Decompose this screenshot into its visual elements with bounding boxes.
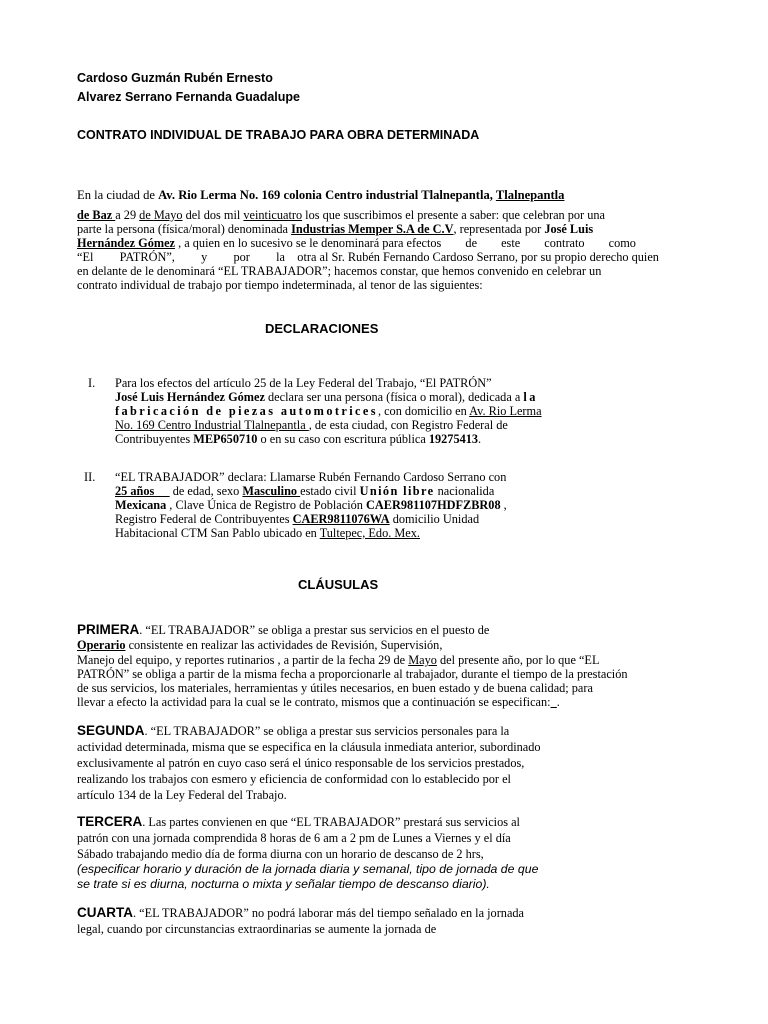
employer-address-cont: No. 169 Centro Industrial Tlalnepantla	[115, 418, 309, 432]
intro-text: del dos mil	[182, 208, 244, 222]
clause-tercera-line-4: (especificar horario y duración de la jornada diaria y semanal, tipo de jornada de que	[77, 862, 539, 876]
intro-line-6: en delante de le denominará “EL TRABAJADOR”; hacemos constar, que hemos convenido en celebrar un	[77, 264, 602, 278]
clause-primera-line-6	[77, 695, 560, 709]
declaration-ii-line-2	[115, 484, 494, 498]
declaration-ii-line-3	[115, 498, 507, 512]
business-activity: fabricación de piezas automotrices	[115, 404, 378, 418]
intro-city: Tlalnepantla	[495, 188, 565, 202]
declaration-text: , de esta ciudad, con Registro Federal de	[308, 418, 508, 432]
clause-primera-line-3	[77, 653, 599, 667]
clause-text: llevar a efecto la actividad para la cual se le contrato, mismos que a continuación se especifican:	[77, 695, 551, 709]
intro-text: En la ciudad de	[77, 188, 159, 202]
intro-line-4	[77, 236, 636, 250]
worker-location: Tultepec, Edo. Mex.	[319, 526, 420, 540]
author-name-1: Cardoso Guzmán Rubén Ernesto	[77, 71, 273, 85]
intro-date-day: a 29	[115, 208, 140, 222]
declaration-text: domicilio Unidad	[389, 512, 480, 526]
intro-text: , a quien en lo sucesivo se le denominará para efectos	[175, 236, 442, 250]
worker-age: 25 años	[115, 484, 170, 498]
declaration-text: la	[523, 390, 538, 404]
intro-word: por	[233, 250, 250, 264]
clause-segunda-line-3: exclusivamente al patrón en cuyo caso será el único responsable de los servicios prestados,	[77, 756, 525, 770]
clause-label: CUARTA	[77, 905, 133, 920]
declaration-i-number: I.	[88, 376, 96, 390]
declaration-ii-line-1: “EL TRABAJADOR” declara: Llamarse Rubén Fernando Cardoso Serrano con	[115, 470, 507, 484]
clause-cuarta-line-2: legal, cuando por circunstancias extraordinarias se aumente la jornada de	[77, 922, 437, 936]
clause-tercera-line-2: patrón con una jornada comprendida 8 horas de 6 am a 2 pm de Lunes a Viernes y el día	[77, 831, 511, 845]
declaration-text: , con domicilio en	[377, 404, 470, 418]
declaration-text: Contribuyentes	[115, 432, 194, 446]
intro-word: contrato	[544, 236, 585, 250]
clause-segunda-line-2: actividad determinada, misma que se especifica en la cláusula inmediata anterior, subordinado	[77, 740, 541, 754]
intro-word: PATRÓN”,	[119, 250, 175, 264]
start-month: Mayo	[408, 653, 437, 667]
clause-primera-line-4: PATRÓN” se obliga a partir de la misma fecha a proporcionarle al trabajador, durante el tiempo de la prestación	[77, 667, 628, 681]
intro-line-5	[77, 250, 657, 264]
declaration-i-line-5	[115, 432, 481, 446]
representative-surname: Hernández Gómez	[77, 236, 176, 250]
declaration-i-line-2	[115, 390, 538, 404]
clause-text: del presente año, por lo que “EL	[436, 653, 600, 667]
intro-text: otra al Sr. Rubén Fernando Cardoso Serrano, por su propio derecho quien	[297, 250, 659, 264]
intro-date-month: Mayo	[153, 208, 183, 222]
clause-label: TERCERA	[77, 814, 143, 829]
deed-number: 19275413	[428, 432, 479, 446]
intro-date-year: veinticuatro	[243, 208, 303, 222]
declaration-i-line-1: Para los efectos del artículo 25 de la Ley Federal del Trabajo, “El PATRÓN”	[115, 376, 492, 390]
intro-line-1	[77, 188, 564, 202]
declaration-ii-number: II.	[84, 470, 96, 484]
declaration-text: ,	[500, 498, 507, 512]
author-name-2: Alvarez Serrano Fernanda Guadalupe	[77, 90, 300, 104]
clause-text: .	[556, 695, 560, 709]
clause-text: . “EL TRABAJADOR” se obliga a prestar sus servicios en el puesto de	[139, 623, 490, 637]
clause-text: . “EL TRABAJADOR” no podrá laborar más del tiempo señalado en la jornada	[133, 906, 525, 920]
clause-segunda-line-1	[77, 724, 509, 738]
worker-rfc: CAER9811076WA	[292, 512, 390, 526]
declaration-i-line-4	[115, 418, 508, 432]
worker-nationality: Mexicana	[115, 498, 167, 512]
declaration-ii-line-5	[115, 526, 420, 540]
worker-curp: CAER981107HDFZBR08	[366, 498, 501, 512]
worker-civil-status: Unión libre	[359, 484, 435, 498]
rfc-value: MEP650710	[193, 432, 258, 446]
clause-primera-line-2	[77, 638, 442, 652]
clause-text: . Las partes convienen en que “EL TRABAJADOR” prestará sus servicios al	[142, 815, 520, 829]
declaration-text: o en su caso con escritura pública	[257, 432, 429, 446]
clause-text: consistente en realizar las actividades de Revisión, Supervisión,	[125, 638, 443, 652]
job-position: Operario	[77, 638, 126, 652]
intro-text: parte la persona (física/moral) denominada	[77, 222, 292, 236]
intro-line-3	[77, 222, 593, 236]
declaration-text: de edad, sexo	[169, 484, 243, 498]
clause-blank: _	[550, 695, 557, 709]
declaration-text: declara ser una persona (física o moral), dedicada a	[264, 390, 524, 404]
declaration-text: nacionalida	[434, 484, 495, 498]
clause-label: SEGUNDA	[77, 723, 145, 738]
declaration-text: , Clave Única de Registro de Población	[166, 498, 367, 512]
clause-primera-line-5: de sus servicios, los materiales, herramientas y útiles necesarios, en buen estado y de buena calidad; para	[77, 681, 593, 695]
clause-text: Manejo del equipo, y reportes rutinarios , a partir de la fecha 29 de	[77, 653, 409, 667]
intro-word: como	[608, 236, 636, 250]
company-name: Industrias Memper S.A de C.V	[291, 222, 454, 236]
clause-tercera-line-3: Sábado trabajando medio día de forma diurna con un horario de descanso de 2 hrs,	[77, 847, 484, 861]
intro-line-2	[77, 208, 605, 222]
representative-name: José Luis	[544, 222, 594, 236]
intro-word: este	[501, 236, 521, 250]
document-title: CONTRATO INDIVIDUAL DE TRABAJO PARA OBRA DETERMINADA	[77, 128, 480, 142]
declaration-text: Habitacional CTM San Pablo ubicado en	[115, 526, 320, 540]
declaration-text: .	[478, 432, 482, 446]
clause-tercera-line-5: se trate si es diurna, nocturna o mixta y señalar tiempo de descanso diario).	[77, 877, 490, 891]
clause-cuarta-line-1	[77, 906, 524, 920]
clause-segunda-line-4: realizando los trabajos con esmero y eficiencia de conformidad con lo establecido por el	[77, 772, 511, 786]
intro-line-7: contrato individual de trabajo por tiempo indeterminada, al tenor de las siguientes:	[77, 278, 483, 292]
intro-text: los que suscribimos el presente a saber: que celebran por una	[302, 208, 605, 222]
clause-segunda-line-5: artículo 134 de la Ley Federal del Trabajo.	[77, 788, 287, 802]
declaration-ii-line-4	[115, 512, 479, 526]
intro-word: de	[465, 236, 478, 250]
declaration-i-line-3	[115, 404, 542, 418]
clause-primera-line-1	[77, 623, 489, 637]
employer-name: José Luis Hernández Gómez	[115, 390, 265, 404]
declaration-text: Registro Federal de Contribuyentes	[115, 512, 293, 526]
clausulas-heading: CLÁUSULAS	[298, 577, 379, 592]
intro-word: la	[276, 250, 285, 264]
declaraciones-heading: DECLARACIONES	[265, 321, 379, 336]
intro-word: y	[201, 250, 208, 264]
employer-address: Av. Rio Lerma	[469, 404, 542, 418]
intro-word: “El	[77, 250, 94, 264]
intro-text: , representada por	[453, 222, 545, 236]
clause-label: PRIMERA	[77, 622, 140, 637]
declaration-text: estado civil	[300, 484, 360, 498]
worker-sex: Masculino	[242, 484, 301, 498]
clause-text: . “EL TRABAJADOR” se obliga a prestar sus servicios personales para la	[144, 724, 510, 738]
intro-city-cont: de Baz	[77, 208, 116, 222]
intro-address: Av. Rio Lerma No. 169 colonia Centro industrial Tlalnepantla,	[158, 188, 496, 202]
intro-text: de	[139, 208, 154, 222]
clause-tercera-line-1	[77, 815, 520, 829]
